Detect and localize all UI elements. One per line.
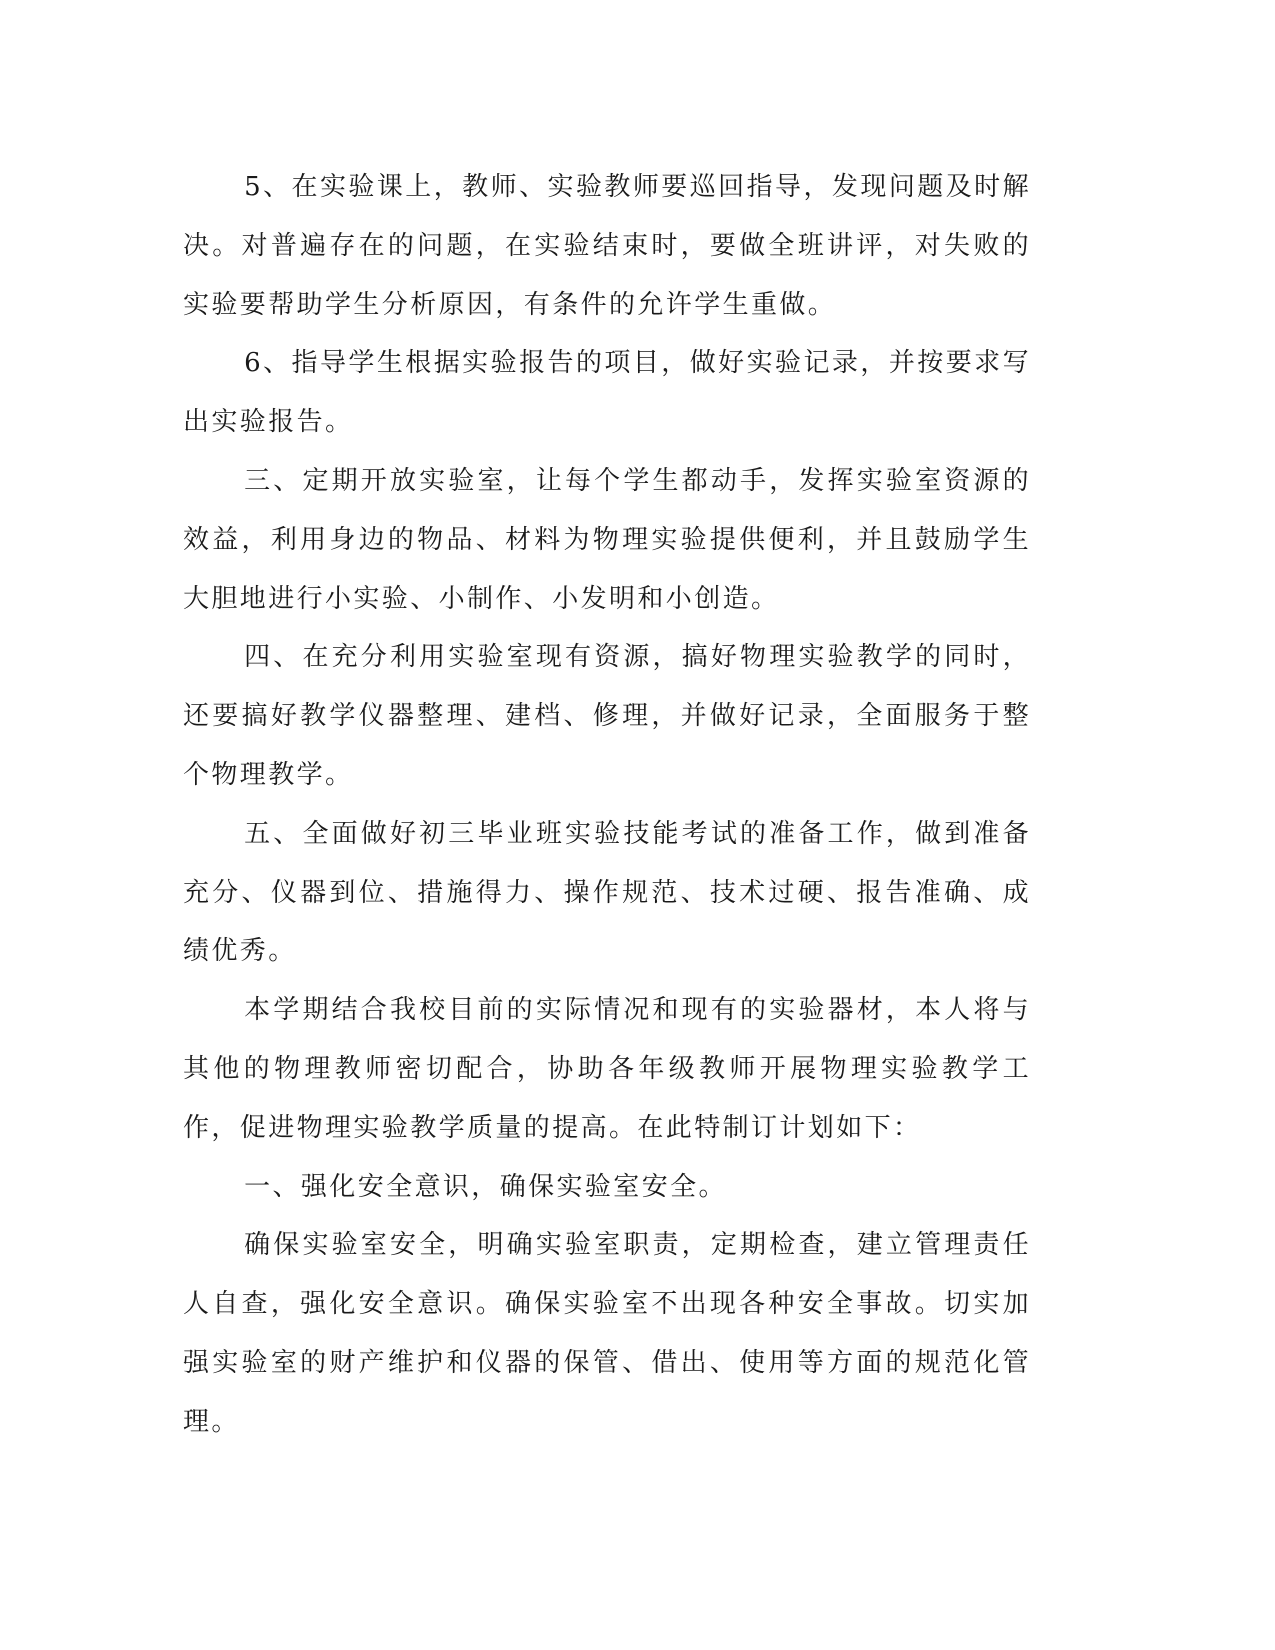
paragraph-section-1-heading: 一、强化安全意识，确保实验室安全。 (244, 1171, 727, 1202)
paragraph-section-3: 三、定期开放实验室，让每个学生都动手，发挥实验室资源的效益，利用身边的物品、材料为物理实验提供便利，并且鼓励学生大胆地进行小实验、小制作、小发明和小创造。 (183, 465, 1031, 614)
document-body (183, 158, 1031, 1452)
paragraph-item-6: 6、指导学生根据实验报告的项目，做好实验记录，并按要求写出实验报告。 (183, 348, 1031, 438)
paragraph-safety-details: 确保实验室安全，明确实验室职责，定期检查，建立管理责任人自查，强化安全意识。确保实验室不出现各种安全事故。切实加强实验室的财产维护和仪器的保管、借出、使用等方面的规范化管理。 (183, 1230, 1031, 1437)
paragraph-section-4: 四、在充分利用实验室现有资源，搞好物理实验教学的同时，还要搞好教学仪器整理、建档、修理，并做好记录，全面服务于整个物理教学。 (183, 642, 1031, 790)
paragraph-plan-intro: 本学期结合我校目前的实际情况和现有的实验器材，本人将与其他的物理教师密切配合，协助各年级教师开展物理实验教学工作，促进物理实验教学质量的提高。在此特制订计划如下： (183, 995, 1031, 1143)
paragraph-section-5: 五、全面做好初三毕业班实验技能考试的准备工作，做到准备充分、仪器到位、措施得力、操作规范、技术过硬、报告准确、成绩优秀。 (183, 818, 1031, 967)
paragraph-item-5: 5、在实验课上，教师、实验教师要巡回指导，发现问题及时解决。对普遍存在的问题，在实验结束时，要做全班讲评，对失败的实验要帮助学生分析原因，有条件的允许学生重做。 (183, 172, 1031, 320)
